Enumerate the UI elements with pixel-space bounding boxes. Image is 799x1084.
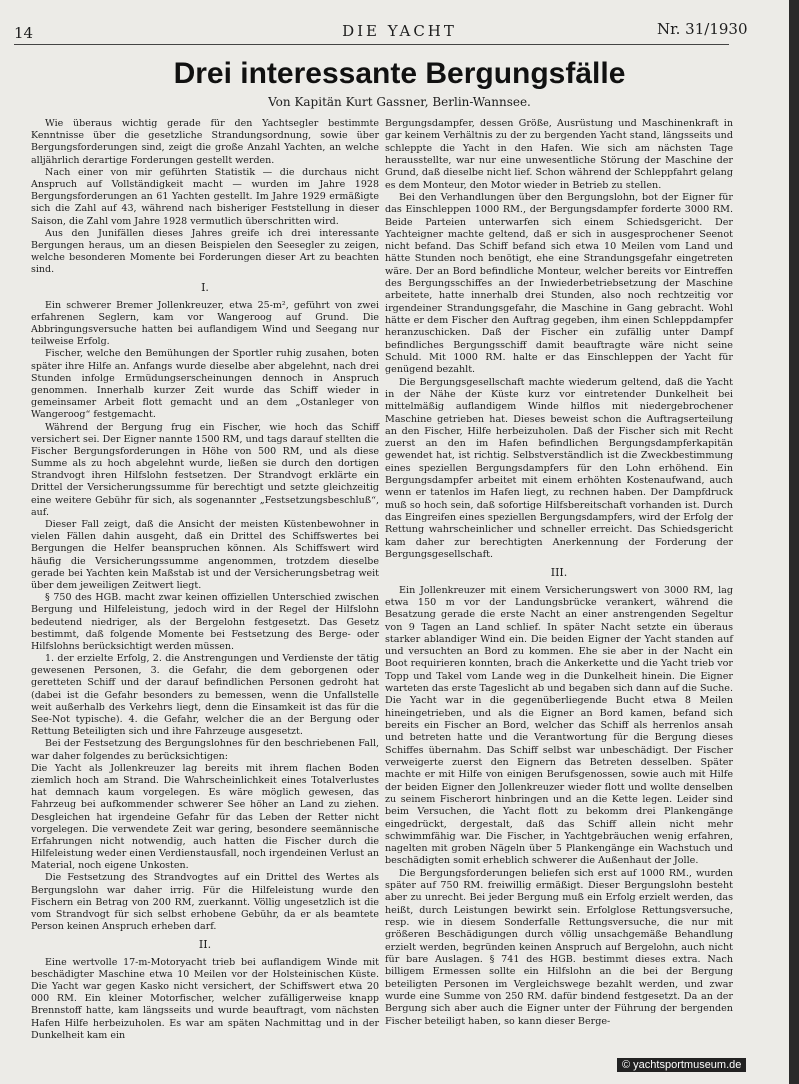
intro-paragraph: Wie überaus wichtig gerade für den Yachtsegler bestimmte Kenntnisse über die gesetzliche Strandungsordnung, sowie über Bergungsforderungen sind, zeigt die große Anzahl Yachten, an welche alljährlich derartige Forderungen gestellt werden. (31, 118, 379, 166)
intro-paragraph: Nach einer von mir geführten Statistik — die durchaus nicht Anspruch auf Vollständigkeit macht — wurden im Jahre 1928 Bergungsforderungen an 61 Yachten gestellt. Im Jahre 1929 ermäßigte sich die Zahl auf 43, während nach bisheriger Feststellung in dieser Saison, die Zahl vom Jahre 1928 vermutlich überschritten wird. (31, 166, 379, 227)
article-title: Drei interessante Bergungsfälle (173, 57, 626, 90)
column-right (385, 118, 733, 1028)
body-paragraph: Die Bergungsgesellschaft machte wiederum geltend, daß die Yacht in der Nähe der Küste kurz vor eintretender Dunkelheit bei mittelmäßig auflandigem Winde hilflos mit niedergebrochener Maschine getrieben hat. Dieses beweist schon die Auftragserteilung an den Fischer, Hilfe herbeizuholen. Daß der Fischer sich mit Recht zuerst an den im Hafen befindlichen Bergungsdampferkapitän gewendet hat, ist richtig. Selbstverständlich ist die Zweckbestimmung eines speziellen Bergungsdampfers für den Lohn erhöhend. Ein Bergungsdampfer arbeitet mit einem erhöhten Kostenaufwand, auch wenn er tatenlos im Hafen liegt, zu rechnen haben. Der Dampfdruck muß so hoch sein, daß sofortige Hilfsbereitschaft vorhanden ist. Durch das Eingreifen eines speziellen Bergungsdampfers, wird der Erfolg der Rettung wahrscheinlicher und schneller erreicht. Das Schiedsgericht kam daher zur berechtigten Anerkennung der Forderung der Bergungsgesellschaft. (385, 376, 733, 560)
intro-paragraph: Aus den Junifällen dieses Jahres greife ich drei interessante Bergungen heraus, um an diesen Beispielen den Seesegler zu zeigen, welche besonderen Momente bei Forderungen dieser Art zu beachten sind. (31, 227, 379, 276)
journal-title: DIE YACHT (342, 22, 457, 40)
column-left (31, 118, 379, 1042)
body-paragraph: Ein Jollenkreuzer mit einem Versicherungswert von 3000 RM, lag etwa 150 m vor der Landungsbrücke verankert, während die Besatzung gerade die erste Nacht an einer anstrengenden Segeltur von 9 Tagen an Land schlief. In später Nacht setzte ein überaus starker ablandiger Wind ein. Die beiden Eigner der Yacht standen auf und versuchten an Bord zu kommen. Ehe sie aber in der Nacht ein Boot requirieren konnten, brach die Ankerkette und die Yacht trieb vor Topp und Takel vom Lande weg in die Dunkelheit hinein. Die Eigner warteten das erste Tageslicht ab und begaben sich dann auf die Suche. Die Yacht war in die gegenüberliegende Bucht etwa 8 Meilen hineingetrieben, und als die Eigner an Bord kamen, befand sich bereits ein Fischer an Bord, welcher das Schiff als herrenlos ansah und betreten hatte und die Verantwortung für die Bergung dieses Schiffes übernahm. Das Schiff selbst war unbeschädigt. Der Fischer verweigerte zuerst den Eignern das Betreten desselben. Später machte er mit Hilfe von einigen Berufsgenossen, sowie auch mit Hilfe der beiden Eigner den Jollenkreuzer wieder flott und wollte denselben zu seinem Fischerort hinbringen und an die Kette legen. Leider sind beim Versuchen, die Yacht flott zu bekomm drei Plankengänge eingedrückt, dergestalt, daß das Schiff allein nicht mehr schwimmfähig war. Die Fischer, in Yachtgebräuchen wenig erfahren, nagelten mit groben Nägeln über 5 Plankengänge ein Wachstuch und beschädigten somit erheblich schwerer die Außenhaut der Jolle. (385, 584, 733, 867)
body-paragraph: Eine wertvolle 17-m-Motoryacht trieb bei auflandigem Winde mit beschädigter Maschine etwa 10 Meilen vor der Holsteinischen Küste. Die Yacht war gegen Kasko nicht versichert, der Schiffswert etwa 20 000 RM. Ein kleiner Motorfischer, welcher zufälligerweise knapp Brennstoff hatte, kam längsseits und wurde beauftragt, vom nächsten Hafen Hilfe herbeizuholen. Es war am späten Nachmittag und in der Dunkelheit kam ein (31, 956, 379, 1041)
body-paragraph: Bei der Festsetzung des Bergungslohnes für den beschriebenen Fall, war daher folgendes zu berücksichtigen: (31, 738, 379, 762)
article-byline: Von Kapitän Kurt Gassner, Berlin-Wannsee. (268, 95, 531, 109)
page-edge (789, 0, 799, 1084)
watermark-credit: © yachtsportmuseum.de (617, 1058, 746, 1072)
body-paragraph: § 750 des HGB. macht zwar keinen offiziellen Unterschied zwischen Bergung und Hilfeleistung, jedoch wird in der Regel der Hilfslohn bedeutend niedriger, als der Bergelohn festgesetzt. Das Gesetz bestimmt, daß folgende Momente bei Festsetzung des Berge- oder Hilfslohns berücksichtigt werden müssen. (31, 592, 379, 652)
body-paragraph: Fischer, welche den Bemühungen der Sportler ruhig zusahen, boten später ihre Hilfe an. Anfangs wurde dieselbe aber abgelehnt, nach drei Stunden infolge Ermüdungserscheinungen dennoch in Anspruch genommen. Innerhalb kurzer Zeit wurde das Schiff wieder in gemeinsamer Arbeit flott gemacht und an dem „Ostanleger von Wangeroog“ festgemacht. (31, 348, 379, 421)
criteria-list: 1. der erzielte Erfolg, 2. die Anstrengungen und Verdienste der tätig gewesenen Personen, 3. die Gefahr, die dem geborgenen oder geretteten Schiff und der darauf befindlichen Personen gedroht hat (dabei ist die Gefahr besonders zu bemessen, wenn die Unfallstelle weit außerhalb des Verkehrs liegt, denn die Einsamkeit ist das für die See-Not typische). 4. die Gefahr, welcher die an der Bergung oder Rettung Beteiligten sich und ihre Fahrzeuge ausgesetzt. (31, 653, 379, 738)
section-heading-3: III. (550, 566, 568, 580)
body-paragraph: Dieser Fall zeigt, daß die Ansicht der meisten Küstenbewohner in vielen Fällen dahin ausgeht, daß ein Drittel des Schiffswertes bei Bergungen die Helfer beanspruchen können. Als Schiffswert wird häufig die Versicherungssumme angenommen, trotzdem dieselbe gerade bei Yachten kein Maßstab ist und der Versicherungsbetrag weit über dem jeweiligen Zeitwert liegt. (31, 519, 379, 591)
page-number: 14 (14, 24, 34, 42)
body-paragraph: Bergungsdampfer, dessen Größe, Ausrüstung und Maschinenkraft in gar keinem Verhältnis zu der zu bergenden Yacht stand, längsseits und schleppte die Yacht in den Hafen. Wie sich am nächsten Tage herausstellte, war nur eine unwesentliche Störung der Maschine der Grund, daß dieselbe nicht lief. Schon während der Schleppfahrt gelang es dem Monteur, den Motor wieder in Betrieb zu stellen. (385, 118, 733, 191)
body-paragraph: Während der Bergung frug ein Fischer, wie hoch das Schiff versichert sei. Der Eigner nannte 1500 RM, und tags darauf stellten die Fischer Bergungsforderungen in Höhe von 500 RM, und als diese Summe als zu hoch abgelehnt wurde, ließen sie durch den dortigen Strandvogt ihren Hilfslohn festsetzen. Der Strandvogt erklärte ein Drittel der Versicherungssumme für berechtigt und setzte gleichzeitig eine weitere Gebühr für sich, als sogenannter „Festsetzungsbeschluß“, auf. (31, 421, 379, 518)
body-paragraph: Die Yacht als Jollenkreuzer lag bereits mit ihrem flachen Boden ziemlich hoch am Strand. Die Wahrscheinlichkeit eines Totalverlustes hat demnach kaum vorgelegen. Es wäre möglich gewesen, das Fahrzeug bei aufkommender schwerer See höher an Land zu ziehen. Desgleichen hat irgendeine Gefahr für das Leben der Retter nicht vorgelegen. Die verwendete Zeit war gering, besondere seemännische Erfahrungen nicht notwendig, auch hatten die Fischer durch die Hilfeleistung weder einen Verdienstausfall, noch irgendeinen Verlust an Material, noch eigene Unkosten. (31, 762, 379, 872)
body-paragraph: Bei den Verhandlungen über den Bergungslohn, bot der Eigner für das Einschleppen 1000 RM., der Bergungsdampfer forderte 3000 RM. Beide Parteien unterwarfen sich einem Schiedsgericht. Der Yachteigner machte geltend, daß er sich in ausgesprochener Seenot nicht befand. Das Schiff befand sich etwa 10 Meilen vom Land und hätte Stunden noch benötigt, ehe eine Strandungsgefahr eingetreten wäre. Der an Bord befindliche Monteur, welcher bereits vor Eintreffen des Bergungsschiffes an der Inwiederbetriebsetzung der Maschine arbeitete, hatte innerhalb drei Stunden, also noch rechtzeitig vor irgendeiner Strandungsgefahr, die Maschine in Gang gebracht. Wohl hätte er dem Fischer den Auftrag gegeben, ihm einen Schleppdampfer heranzuschicken. Daß der Fischer ein zufällig unter Dampf befindliches Bergungsschiff damit beauftragte wäre nicht seine Schuld. Mit 1000 RM. halte er das Einschleppen der Yacht für genügend bezahlt. (385, 191, 733, 376)
header-rule (14, 44, 729, 45)
body-paragraph: Die Bergungsforderungen beliefen sich erst auf 1000 RM., wurden später auf 750 RM. freiwillig ermäßigt. Dieser Bergungslohn besteht aber zu unrecht. Bei jeder Bergung muß ein Erfolg erzielt werden, das heißt, durch Leistungen bewirkt sein. Erfolglose Rettungsversuche, resp. wie in diesem Sonderfalle Rettungsversuche, die nur mit größeren Beschädigungen durch völlig unsachgemäße Behandlung erzielt werden, begründen keinen Anspruch auf Bergelohn, auch nicht für bare Auslagen. § 741 des HGB. bestimmt dieses extra. Nach billigem Ermessen sollte ein Hilfslohn an die bei der Bergung beteiligten Personen im Vergleichswege bezahlt werden, und zwar wurde eine Summe von 250 RM. dafür bindend festgesetzt. Da an der Bergung sich aber auch die Eigner unter der Führung der bergenden Fischer beteiligt haben, so kann dieser Berge- (385, 867, 733, 1027)
body-paragraph: Ein schwerer Bremer Jollenkreuzer, etwa 25-m², geführt von zwei erfahrenen Seglern, kam vor Wangeroog auf Grund. Die Abbringungsversuche hatten bei auflandigem Wind und Seegang nur teilweise Erfolg. (31, 299, 379, 348)
section-heading-2: II. (198, 938, 212, 952)
issue-number: Nr. 31/1930 (657, 20, 748, 38)
section-heading-1: I. (201, 281, 209, 295)
body-paragraph: Die Festsetzung des Strandvogtes auf ein Drittel des Wertes als Bergungslohn war daher irrig. Für die Hilfeleistung wurde den Fischern ein Betrag von 200 RM, zuerkannt. Völlig ungesetzlich ist die vom Strandvogt für sich selbst erhobene Gebühr, da er als beamtete Person keinen Anspruch erheben darf. (31, 872, 379, 933)
